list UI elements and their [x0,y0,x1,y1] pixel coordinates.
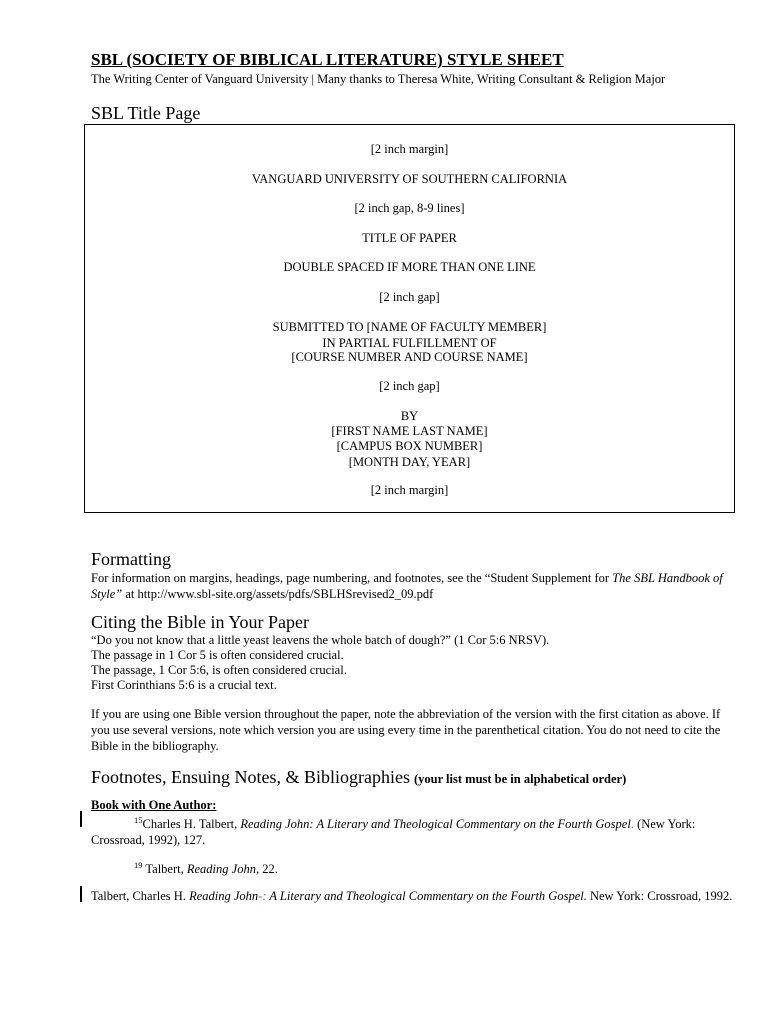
sbl-url[interactable]: at http://www.sbl-site.org/assets/pdfs/SBLHSrevised2_09.pdf [122,587,434,601]
date-line: [MONTH DAY, YEAR] [348,455,471,469]
citing-line-3: The passage, 1 Cor 5:6, is often considered crucial. [91,663,347,677]
title-page-heading: SBL Title Page [91,103,201,123]
university-line: VANGUARD UNIVERSITY OF SOUTHERN CALIFORNIA [251,172,568,186]
citing-line-2: The passage in 1 Cor 5 is often considered crucial. [91,648,344,662]
formatting-paragraph [91,570,731,602]
footnote-15 [91,812,719,848]
footnotes-heading: Footnotes, Ensuing Notes, & Bibliographies [91,767,410,787]
bibliography-rest: New York: Crossroad, 1992. [586,889,733,903]
bibliography-title-b: A Literary and Theological Commentary on the Fourth Gospel. [266,889,587,903]
top-margin-note: [2 inch margin] [370,142,449,156]
bibliography-title-a: Reading John [189,889,259,903]
alphabetical-note: (your list must be in alphabetical order) [414,772,627,786]
gap-lines-note: [2 inch gap, 8-9 lines] [354,201,465,215]
document-title: SBL (SOCIETY OF BIBLICAL LITERATURE) STYLE SHEET [91,50,564,69]
handbook-title: The SBL Handbook of Style” [91,571,723,601]
by-line: BY [400,409,419,423]
book-one-author-label: Book with One Author: [91,798,217,812]
citing-heading: Citing the Bible in Your Paper [91,612,310,632]
title-page-box [84,124,735,513]
change-bar-2 [80,886,82,902]
citing-line-1: “Do you not know that a little yeast leavens the whole batch of dough?” (1 Cor 5:6 NRSV). [91,633,550,647]
double-spaced-line: DOUBLE SPACED IF MORE THAN ONE LINE [283,260,536,274]
footnote-15-rest: (New York: Crossroad, 1992), 127. [91,817,696,848]
submitted-line-3: [COURSE NUMBER AND COURSE NAME] [291,350,528,364]
change-bar-1 [80,811,82,827]
footnote-19-title: Reading John, [186,862,260,877]
bibliography-author: Talbert, Charles H. [91,889,190,903]
footnote-number-15: 15 [134,815,143,825]
edit-mark-1: . [630,817,634,832]
footnote-19 [134,857,278,877]
campus-box-line: [CAMPUS BOX NUMBER] [336,439,483,453]
submitted-line-1: SUBMITTED TO [NAME OF FACULTY MEMBER] [272,320,547,334]
footnote-19-author: Talbert, [142,862,187,877]
edit-mark-2: -: [258,889,267,903]
bottom-margin-note: [2 inch margin] [370,483,449,497]
citing-paragraph: If you are using one Bible version throughout the paper, note the abbreviation of the version with the first citation as above. If you use several versions, note which version you are using every time in the parenthetical citation. You do not need to cite the Bible in the bibliography. [91,707,721,753]
submitted-line-2: IN PARTIAL FULFILLMENT OF [322,336,497,350]
footnotes-heading-row [91,767,626,788]
footnote-19-rest: 22. [259,862,278,877]
document-subtitle: The Writing Center of Vanguard University | Many thanks to Theresa White, Writing Consultant & Religion Major [91,72,666,86]
footnote-number-19: 19 [134,860,143,870]
footnote-15-author: Charles H. Talbert, [142,817,241,832]
gap-note-2: [2 inch gap] [379,379,440,393]
citing-line-4: First Corinthians 5:6 is a crucial text. [91,678,277,692]
footnote-15-title: Reading John: A Literary and Theological Commentary on the Fourth Gospel [240,817,631,832]
formatting-heading: Formatting [91,549,171,569]
paper-title-line: TITLE OF PAPER [362,231,457,245]
bibliography-entry [91,888,764,904]
name-line: [FIRST NAME LAST NAME] [331,424,488,438]
formatting-text-before: For information on margins, headings, page numbering, and footnotes, see the “Student Supplement for [91,571,613,585]
gap-note-1: [2 inch gap] [379,290,440,304]
